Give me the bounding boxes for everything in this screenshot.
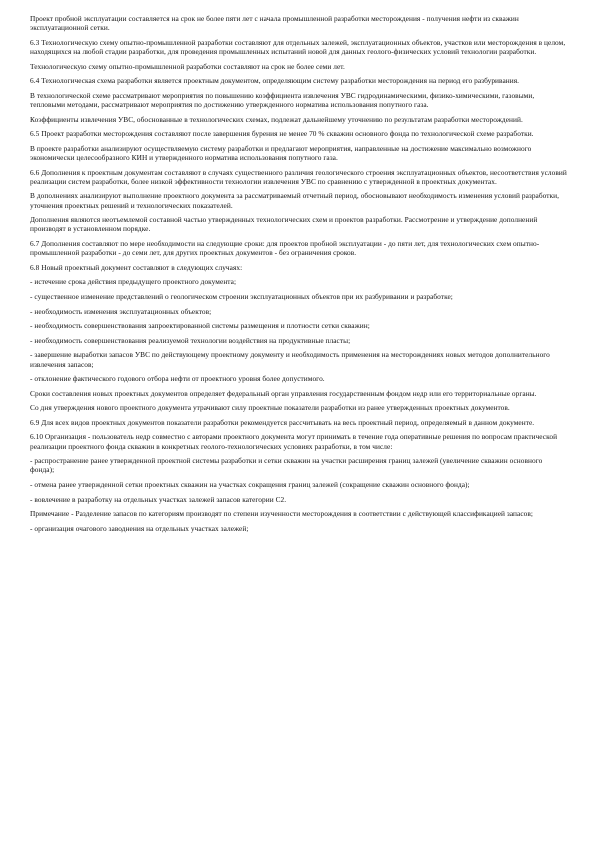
paragraph-6-10: 6.10 Организация - пользователь недр совместно с авторами проектного документа могут принимать в течение года оперативные решения по вопросам практической реализации проектного фонда скважин в конкретных геолого-технологических условиях разработки, в том числе: (30, 432, 558, 451)
paragraph-6-9: 6.9 Для всех видов проектных документов показатели разработки рекомендуется рассчитывать на весь проектный период, определяемый в данном документе. (30, 417, 535, 427)
list-item: - необходимость изменения эксплуатационных объектов; (30, 306, 212, 316)
document-page (30, 14, 568, 538)
paragraph-6-6: 6.6 Дополнения к проектным документам составляют в случаях существенного различия геологического строения эксплуатационных объектов, несоответствия условий реализации систем разработки, более низкой эффективности технологии извлечения УВС по сравнению с утвержденной в проектных документах. (30, 167, 567, 186)
paragraph-recovery-coefficients: Коэффициенты извлечения УВС, обоснованные в технологических схемах, подлежат дальнейшему уточнению по результатам разработки месторождений. (30, 114, 523, 124)
list-item: - истечение срока действия предыдущего проектного документа; (30, 277, 237, 287)
paragraph-6-5: 6.5 Проект разработки месторождения составляют после завершения бурения не менее 70 % скважин основного фонда по технологической схеме разработки. (30, 129, 534, 139)
paragraph-6-4: 6.4 Технологическая схема разработки является проектным документом, определяющим систему разработки месторождения на период его разбуривания. (30, 76, 520, 86)
list-item: - вовлечение в разработку на отдельных участках залежей запасов категории C2. (30, 494, 287, 504)
list-item: - организация очагового заводнения на отдельных участках залежей; (30, 523, 249, 533)
paragraph-tech-scheme-measures: В технологической схеме рассматривают мероприятия по повышению коэффициента извлечения УВС гидродинамическими, физико-химическими, газовыми, тепловыми методами, рассматривают мероприятия по достижению утвержденного норматива использования попутного газа. (30, 90, 535, 109)
list-item: - отклонение фактического годового отбора нефти от проектного уровня более допустимого. (30, 374, 325, 384)
paragraph-addenda-analysis: В дополнениях анализируют выполнение проектного документа за рассматриваемый отчетный период, обосновывают необходимость изменения условий разработки, уточнения проектных решений и технологических показателей. (30, 191, 560, 210)
paragraph-new-document-deadlines: Сроки составления новых проектных документов определяет федеральный орган управления государственным фондом недр или его территориальные органы. (30, 388, 537, 398)
paragraph-6-7: 6.7 Дополнения составляют по мере необходимости на следующие сроки: для проектов пробной эксплуатации - до пяти лет, для технологических схем опытно-промышленной разработки - до семи лет, для других проектных документов - без ограничения сроков. (30, 238, 540, 258)
list-item: - необходимость совершенствования реализуемой технологии воздействия на продуктивные пласты; (30, 335, 351, 345)
list-item: - существенное изменение представлений о геологическом строении эксплуатационных объектов при их разбуривании и разработке; (30, 291, 453, 301)
list-item: - необходимость совершенствования запроектированной системы размещения и плотности сетки скважин; (30, 321, 370, 331)
list-item: - завершение выработки запасов УВС по действующему проектному документу и необходимость применения на месторождениях новых методов дополнительного извлечения запасов; (30, 350, 550, 369)
paragraph-note: Примечание - Разделение запасов по категориям производят по степени изученности месторождения в соответствии с действующей классификацией запасов; (30, 509, 533, 519)
list-item: - распространение ранее утвержденной проектной системы разработки и сетки скважин на участки расширения границ залежей (увеличение скважин основного фонда); (30, 456, 543, 475)
list-item: - отмена ранее утвержденной сетки проектных скважин на участках сокращения границ залежей (сокращение скважин основного фонда); (30, 480, 470, 490)
paragraph-pilot-operation-term: Проект пробной эксплуатации составляется на срок не более пяти лет с начала промышленной разработки месторождения - получения нефти из скважин эксплуатационной сетки. (30, 14, 519, 33)
paragraph-6-3: 6.3 Технологическую схему опытно-промышленной разработки составляют для отдельных залежей, эксплуатационных объектов, участков или месторождения в целом, находящихся на любой стадии разработки, для проведения промышленных испытаний новой для данных геолого-физических условий технологии разработки. (30, 37, 566, 56)
paragraph-addenda-integral-part: Дополнения являются неотъемлемой составной частью утвержденных технологических схем и проектов разработки. Рассмотрение и утверждение дополнений производят в установленном порядке. (30, 215, 538, 234)
paragraph-pilot-scheme-term: Технологическую схему опытно-промышленной разработки составляют на срок не более семи лет. (30, 61, 345, 71)
paragraph-previous-indicators-void: Со дня утверждения нового проектного документа утрачивают силу проектные показатели разработки из ранее утвержденных проектных документов. (30, 403, 510, 413)
paragraph-6-8: 6.8 Новый проектный документ составляют в следующих случаях: (30, 262, 243, 272)
paragraph-development-project-analysis: В проекте разработки анализируют осуществляемую систему разработки и предлагают мероприятия, направленные на достижение максимально возможного экономически целесообразного КИН и утвержденного норматива использования попутного газа. (30, 143, 532, 162)
